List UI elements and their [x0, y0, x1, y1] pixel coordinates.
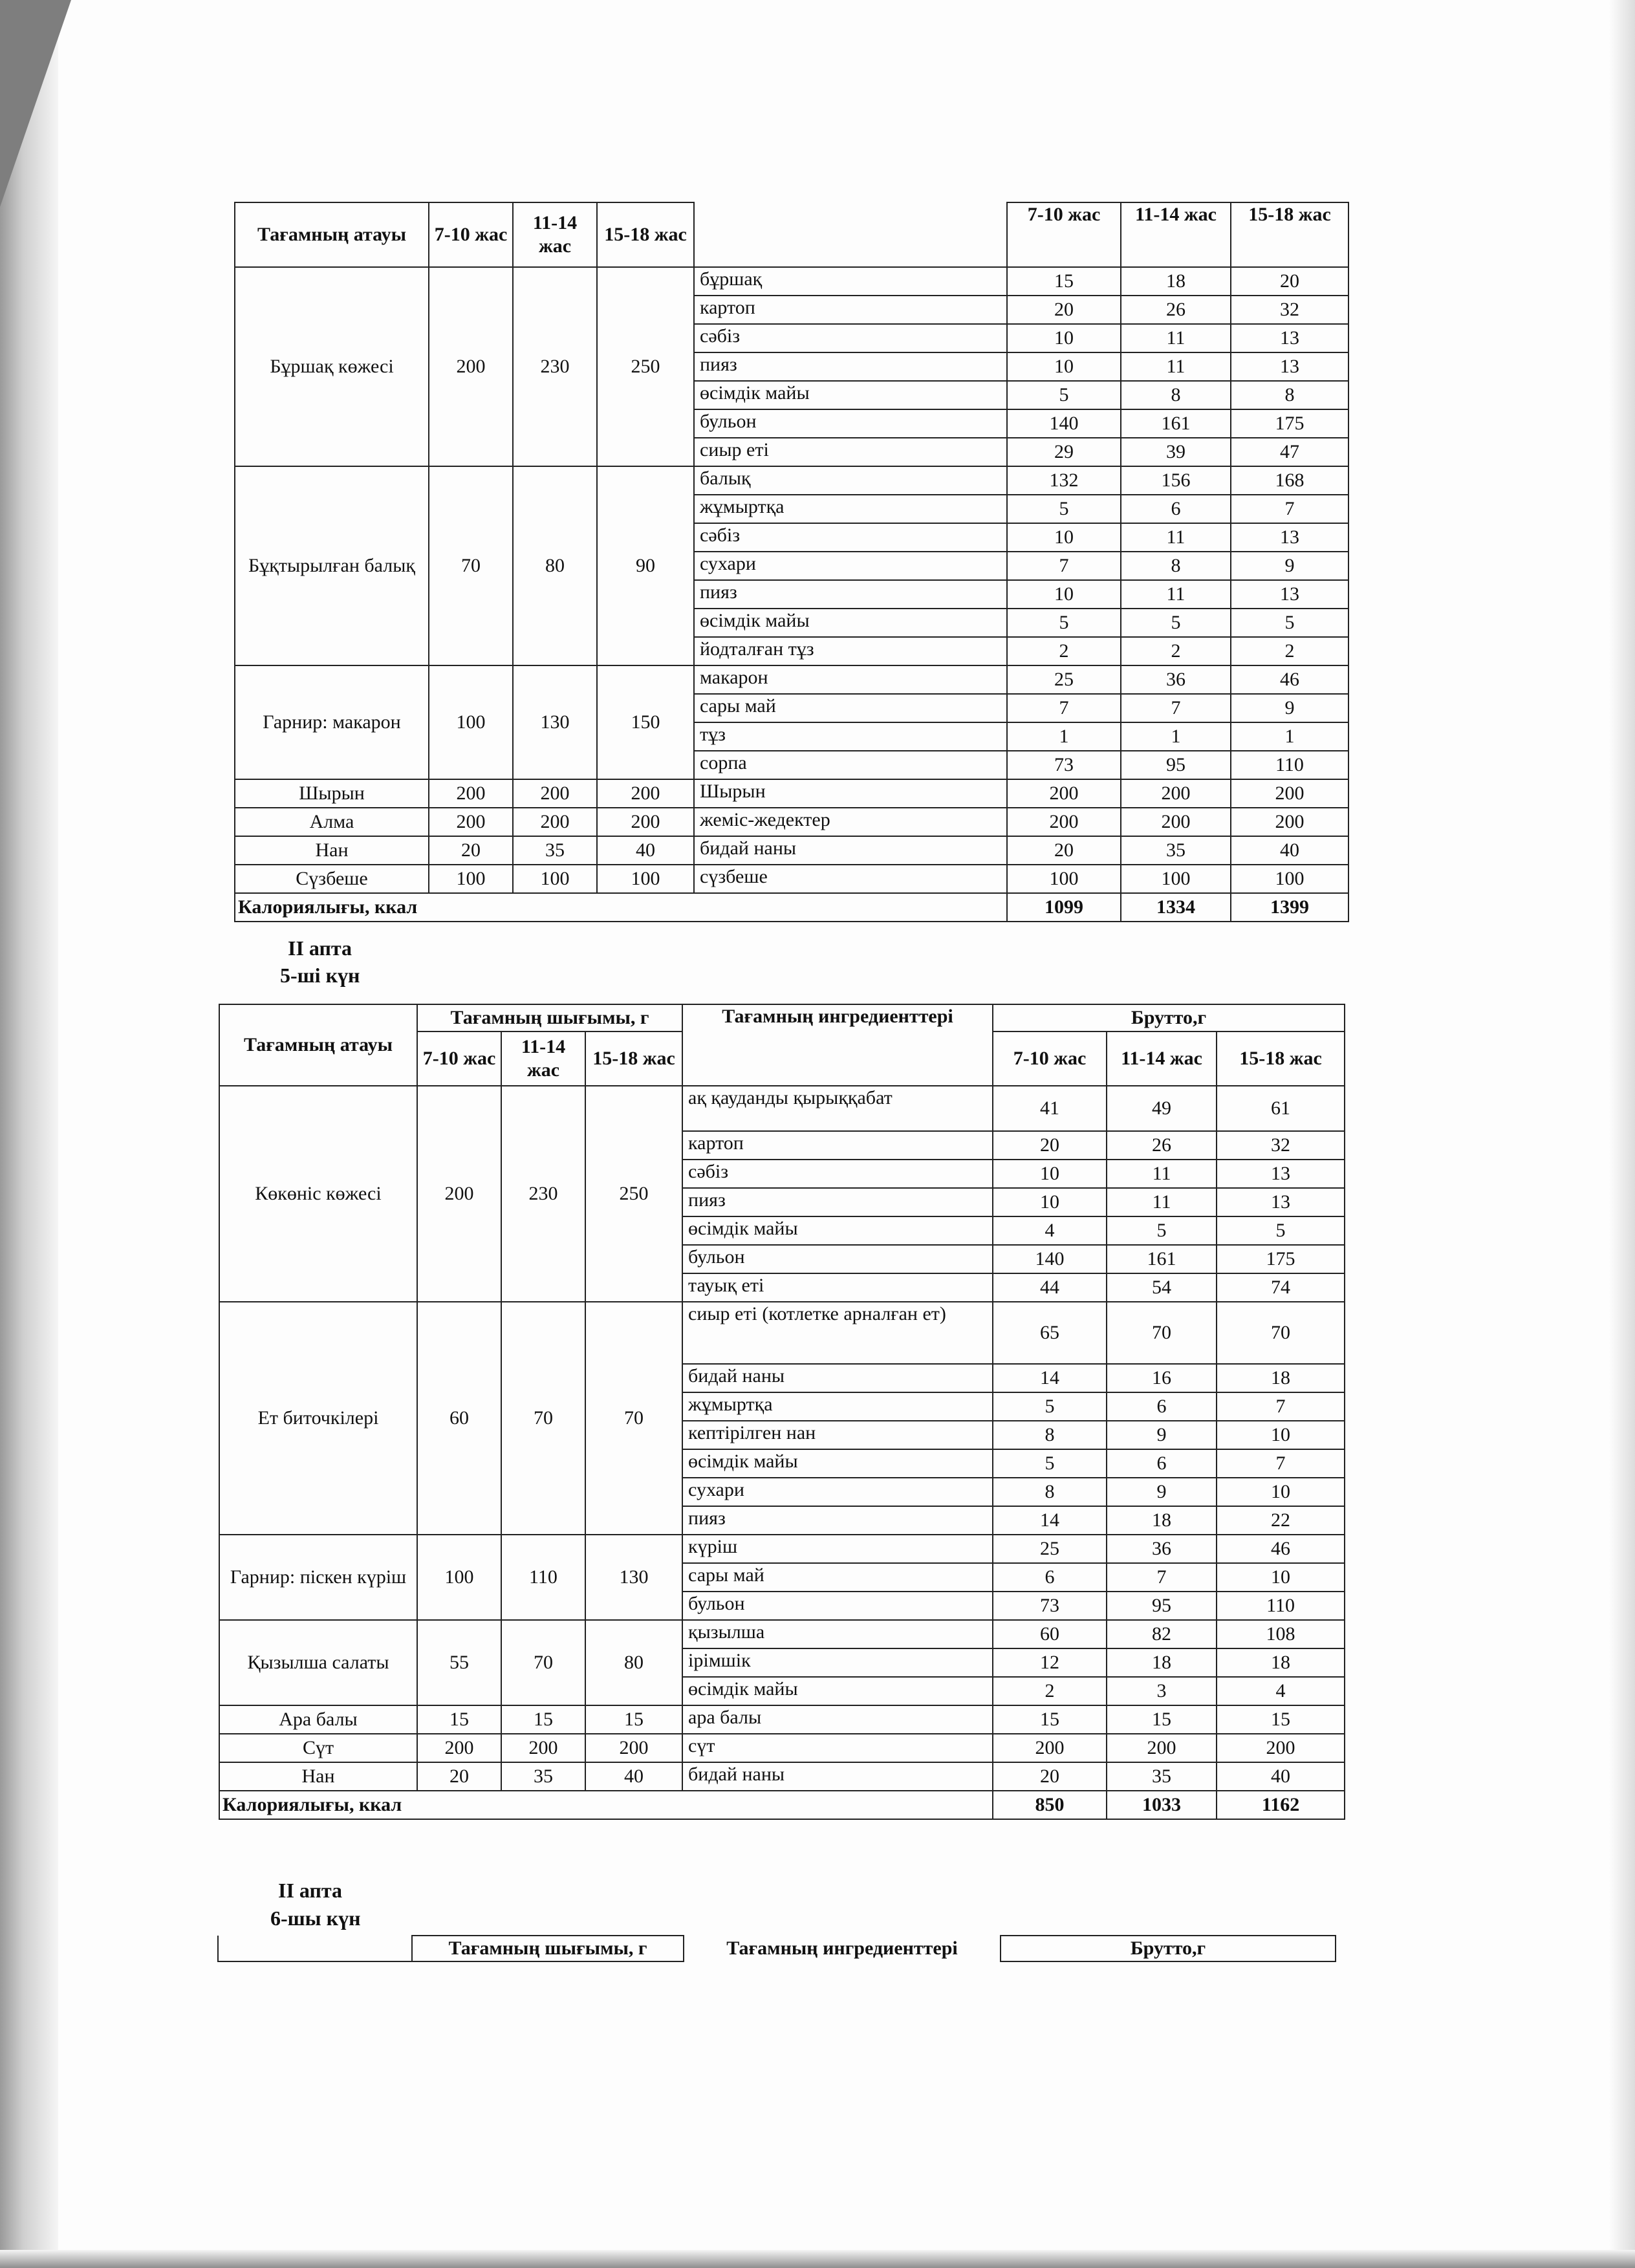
ingredient-name: өсімдік майы: [694, 609, 1007, 637]
ingredient-name: макарон: [694, 665, 1007, 694]
dish-output-11-14: 200: [513, 779, 597, 808]
dish-output-15-18: 100: [597, 865, 694, 893]
dish-output-15-18: 200: [597, 808, 694, 836]
brutto-11-14: 35: [1121, 836, 1231, 865]
ingredient-name: өсімдік майы: [682, 1677, 993, 1705]
brutto-15-18: 61: [1217, 1086, 1345, 1131]
dish-output-11-14: 35: [501, 1762, 585, 1791]
brutto-15-18: 47: [1231, 438, 1348, 466]
ingredient-name: бульон: [694, 409, 1007, 438]
brutto-7-10: 15: [1007, 267, 1121, 296]
dish-output-11-14: 130: [513, 665, 597, 779]
brutto-15-18: 40: [1231, 836, 1348, 865]
table-row: [219, 1762, 1345, 1791]
brutto-11-14: 6: [1107, 1392, 1217, 1421]
header-row: [219, 1004, 1345, 1031]
brutto-11-14: 7: [1107, 1563, 1217, 1592]
brutto-7-10: 10: [993, 1188, 1107, 1216]
total-7-10: 1099: [1007, 893, 1121, 922]
dish-name: Гарнир: макарон: [235, 665, 429, 779]
total-7-10: 850: [993, 1791, 1107, 1819]
brutto-11-14: 11: [1121, 324, 1231, 352]
brutto-11-14: 11: [1121, 352, 1231, 381]
brutto-header-7-10: 7-10 жас: [1007, 202, 1121, 267]
brutto-header-15-18: 15-18 жас: [1231, 202, 1348, 267]
dish-output-7-10: 100: [417, 1535, 501, 1620]
ingredient-name: картоп: [694, 296, 1007, 324]
brutto-7-10: 5: [993, 1449, 1107, 1478]
brutto-11-14: 26: [1107, 1131, 1217, 1160]
ingredient-name: бидай наны: [682, 1762, 993, 1791]
dish-output-15-18: 130: [585, 1535, 682, 1620]
brutto-11-14: 18: [1121, 267, 1231, 296]
brutto-15-18: 200: [1231, 808, 1348, 836]
brutto-7-10: 100: [1007, 865, 1121, 893]
brutto-7-10: 2: [993, 1677, 1107, 1705]
dish-output-15-18: 150: [597, 665, 694, 779]
brutto-header: Брутто,г: [993, 1004, 1345, 1031]
menu-table-day-5: [219, 1004, 1345, 1820]
ingredients-header: Тағамның ингредиенттері: [684, 1936, 1001, 1961]
dish-output-15-18: 90: [597, 466, 694, 665]
header-row: [235, 202, 1348, 267]
brutto-7-10: 60: [993, 1620, 1107, 1648]
output-header: Тағамның шығымы, г: [412, 1936, 684, 1961]
brutto-11-14: 7: [1121, 694, 1231, 722]
brutto-7-10: 5: [1007, 381, 1121, 409]
brutto-7-10: 8: [993, 1478, 1107, 1506]
brutto-11-14: 200: [1121, 808, 1231, 836]
name-header: Тағамның атауы: [219, 1004, 417, 1086]
brutto-15-18: 100: [1231, 865, 1348, 893]
brutto-15-18: 13: [1231, 580, 1348, 609]
menu-table-day-4: [234, 202, 1349, 922]
brutto-7-10: 20: [1007, 836, 1121, 865]
brutto-7-10: 15: [993, 1705, 1107, 1734]
brutto-7-10: 73: [1007, 751, 1121, 779]
brutto-11-14: 18: [1107, 1648, 1217, 1677]
brutto-15-18: 46: [1217, 1535, 1345, 1563]
brutto-7-10: 10: [1007, 523, 1121, 552]
ingredient-name: балық: [694, 466, 1007, 495]
brutto-15-18: 108: [1217, 1620, 1345, 1648]
brutto-15-18: 10: [1217, 1563, 1345, 1592]
ingredient-name: сәбіз: [694, 324, 1007, 352]
table-row: [235, 865, 1348, 893]
dish-output-7-10: 100: [429, 665, 513, 779]
dish-output-15-18: 40: [585, 1762, 682, 1791]
dish-output-11-14: 70: [501, 1302, 585, 1535]
age-7-10-header: 7-10 жас: [429, 202, 513, 267]
ingredient-name: сорпа: [694, 751, 1007, 779]
ingredient-name: пияз: [682, 1188, 993, 1216]
dish-name: Сүт: [219, 1734, 417, 1762]
brutto-11-14: 6: [1107, 1449, 1217, 1478]
dish-output-11-14: 100: [513, 865, 597, 893]
brutto-7-10: 14: [993, 1506, 1107, 1535]
ingredient-name: бульон: [682, 1592, 993, 1620]
brutto-7-10: 14: [993, 1364, 1107, 1392]
ingredient-name: пияз: [694, 352, 1007, 381]
dish-name: Көкөніс көжесі: [219, 1086, 417, 1302]
brutto-7-10: 8: [993, 1421, 1107, 1449]
ingredient-name: Шырын: [694, 779, 1007, 808]
age-15-18-header: 15-18 жас: [597, 202, 694, 267]
age-15-18-header: 15-18 жас: [585, 1031, 682, 1086]
ingredient-name: сәбіз: [694, 523, 1007, 552]
brutto-15-18: 110: [1231, 751, 1348, 779]
brutto-15-18: 32: [1231, 296, 1348, 324]
brutto-7-10: 10: [1007, 352, 1121, 381]
dish-output-11-14: 200: [513, 808, 597, 836]
dish-output-11-14: 35: [513, 836, 597, 865]
brutto-7-10: 200: [1007, 779, 1121, 808]
brutto-15-18: 4: [1217, 1677, 1345, 1705]
table-row: [235, 267, 1348, 296]
brutto-7-10: 140: [993, 1245, 1107, 1273]
ingredient-name: сиыр еті: [694, 438, 1007, 466]
week-label-2: II апта: [278, 1879, 343, 1902]
total-label: Калориялығы, ккал: [235, 893, 1007, 922]
brutto-7-10: 4: [993, 1216, 1107, 1245]
age-11-14-header: 11-14 жас: [501, 1031, 585, 1086]
brutto-7-10: 10: [1007, 324, 1121, 352]
dish-output-7-10: 60: [417, 1302, 501, 1535]
brutto-7-10: 5: [1007, 609, 1121, 637]
ingredient-name: сәбіз: [682, 1160, 993, 1188]
ingredient-name: қызылша: [682, 1620, 993, 1648]
dish-output-15-18: 200: [585, 1734, 682, 1762]
brutto-11-14: 39: [1121, 438, 1231, 466]
dish-name: Шырын: [235, 779, 429, 808]
brutto-11-14: 70: [1107, 1302, 1217, 1364]
dish-output-7-10: 200: [429, 267, 513, 466]
brutto-15-18: 20: [1231, 267, 1348, 296]
dish-name: Қызылша салаты: [219, 1620, 417, 1705]
dish-output-7-10: 70: [429, 466, 513, 665]
brutto-11-14: 3: [1107, 1677, 1217, 1705]
brutto-15-18: 18: [1217, 1648, 1345, 1677]
dish-output-7-10: 200: [429, 808, 513, 836]
brutto-7-10: 25: [993, 1535, 1107, 1563]
brutto-15-18: 15: [1217, 1705, 1345, 1734]
ingredient-name: пияз: [694, 580, 1007, 609]
brutto-11-14: 1: [1121, 722, 1231, 751]
brutto-15-18: 10: [1217, 1421, 1345, 1449]
brutto-15-18: 175: [1217, 1245, 1345, 1273]
brutto-11-14: 36: [1107, 1535, 1217, 1563]
brutto-15-18: 70: [1217, 1302, 1345, 1364]
brutto-7-10: 20: [993, 1131, 1107, 1160]
brutto-15-18: 10: [1217, 1478, 1345, 1506]
dish-name: Нан: [219, 1762, 417, 1791]
dish-output-15-18: 250: [585, 1086, 682, 1302]
brutto-11-14: 11: [1107, 1188, 1217, 1216]
ingredient-name: тұз: [694, 722, 1007, 751]
brutto-15-18: 9: [1231, 694, 1348, 722]
week-label: II апта: [288, 936, 352, 960]
brutto-header: Брутто,г: [1001, 1936, 1336, 1961]
brutto-15-18: 200: [1217, 1734, 1345, 1762]
ingredient-name: ара балы: [682, 1705, 993, 1734]
brutto-11-14: 5: [1121, 609, 1231, 637]
brutto-11-14: 16: [1107, 1364, 1217, 1392]
brutto-15-18: 1: [1231, 722, 1348, 751]
brutto-15-18: 5: [1217, 1216, 1345, 1245]
dish-output-11-14: 70: [501, 1620, 585, 1705]
dish-output-11-14: 230: [513, 267, 597, 466]
brutto-7-10: 20: [1007, 296, 1121, 324]
ingredient-name: бидай наны: [694, 836, 1007, 865]
ingredient-name: сары май: [694, 694, 1007, 722]
ingredient-name: өсімдік майы: [682, 1216, 993, 1245]
day-label-2: 6-шы күн: [270, 1906, 361, 1930]
ingredient-name: пияз: [682, 1506, 993, 1535]
brutto-7-10: 5: [993, 1392, 1107, 1421]
dish-output-7-10: 15: [417, 1705, 501, 1734]
brutto-11-14: 100: [1121, 865, 1231, 893]
total-15-18: 1399: [1231, 893, 1348, 922]
dish-output-7-10: 20: [417, 1762, 501, 1791]
dish-output-15-18: 70: [585, 1302, 682, 1535]
table-row: [219, 1734, 1345, 1762]
ingredient-name: сары май: [682, 1563, 993, 1592]
table-row: [219, 1620, 1345, 1648]
brutto-15-18: 32: [1217, 1131, 1345, 1160]
scan-shadow-corner: [0, 0, 71, 207]
scan-shadow-left: [0, 0, 58, 2268]
day-label: 5-ші күн: [280, 964, 360, 987]
ingredient-name: жеміс-жедектер: [694, 808, 1007, 836]
dish-output-15-18: 200: [597, 779, 694, 808]
brutto-7-10: 200: [993, 1734, 1107, 1762]
blank-cell: [218, 1936, 412, 1961]
brutto-11-14: 6: [1121, 495, 1231, 523]
ingredient-name: картоп: [682, 1131, 993, 1160]
brutto-11-14: 8: [1121, 552, 1231, 580]
ingredient-name: ірімшік: [682, 1648, 993, 1677]
brutto-11-14: 9: [1107, 1478, 1217, 1506]
brutto-11-14: 95: [1107, 1592, 1217, 1620]
brutto-7-10: 12: [993, 1648, 1107, 1677]
output-header: Тағамның шығымы, г: [417, 1004, 682, 1031]
brutto-7-10: 1: [1007, 722, 1121, 751]
brutto-11-14: 36: [1121, 665, 1231, 694]
dish-name: Бұқтырылған балық: [235, 466, 429, 665]
ingredient-name: күріш: [682, 1535, 993, 1563]
brutto-7-10: 29: [1007, 438, 1121, 466]
dish-name: Сүзбеше: [235, 865, 429, 893]
scan-shadow-bottom: [0, 2250, 1635, 2268]
ingredient-name: жұмыртқа: [682, 1392, 993, 1421]
ingredient-name: сүзбеше: [694, 865, 1007, 893]
brutto-7-10: 132: [1007, 466, 1121, 495]
total-15-18: 1162: [1217, 1791, 1345, 1819]
brutto-11-14: 49: [1107, 1086, 1217, 1131]
brutto-15-18: 74: [1217, 1273, 1345, 1302]
brutto-15-18: 7: [1231, 495, 1348, 523]
brutto-15-18: 200: [1231, 779, 1348, 808]
table-row: [219, 1302, 1345, 1364]
table-row: [235, 808, 1348, 836]
brutto-15-18: 40: [1217, 1762, 1345, 1791]
dish-output-11-14: 110: [501, 1535, 585, 1620]
dish-name: Алма: [235, 808, 429, 836]
brutto-11-14: 82: [1107, 1620, 1217, 1648]
total-row: [235, 893, 1348, 922]
brutto-11-14: 11: [1121, 580, 1231, 609]
brutto-7-10: 5: [1007, 495, 1121, 523]
brutto-7-10: 41: [993, 1086, 1107, 1131]
dish-output-7-10: 200: [417, 1086, 501, 1302]
ingredient-name: жұмыртқа: [694, 495, 1007, 523]
brutto-11-14: 35: [1107, 1762, 1217, 1791]
dish-output-11-14: 15: [501, 1705, 585, 1734]
brutto-11-14: 161: [1121, 409, 1231, 438]
brutto-15-18: 2: [1231, 637, 1348, 665]
ingredient-name: сиыр еті (котлетке арналған ет): [682, 1302, 993, 1364]
brutto-15-18: 5: [1231, 609, 1348, 637]
ingredient-name: сухари: [694, 552, 1007, 580]
ingredients-header: [694, 202, 1007, 267]
brutto-7-10: 140: [1007, 409, 1121, 438]
dish-output-15-18: 40: [597, 836, 694, 865]
total-11-14: 1033: [1107, 1791, 1217, 1819]
dish-name: Гарнир: піскен күріш: [219, 1535, 417, 1620]
dish-output-7-10: 100: [429, 865, 513, 893]
table-row: [219, 1535, 1345, 1563]
brutto-11-14: 18: [1107, 1506, 1217, 1535]
brutto-15-18: 175: [1231, 409, 1348, 438]
dish-output-7-10: 20: [429, 836, 513, 865]
table-row: [235, 836, 1348, 865]
brutto-15-18: 13: [1217, 1160, 1345, 1188]
age-7-10-header: 7-10 жас: [417, 1031, 501, 1086]
ingredient-name: тауық еті: [682, 1273, 993, 1302]
brutto-11-14: 26: [1121, 296, 1231, 324]
brutto-7-10: 44: [993, 1273, 1107, 1302]
brutto-11-14-header: 11-14 жас: [1107, 1031, 1217, 1086]
name-header: Тағамның атауы: [235, 202, 429, 267]
menu-table-day-6-header: [217, 1935, 1336, 1962]
ingredient-name: бульон: [682, 1245, 993, 1273]
brutto-15-18: 13: [1231, 523, 1348, 552]
brutto-15-18: 13: [1231, 352, 1348, 381]
brutto-15-18: 8: [1231, 381, 1348, 409]
brutto-15-18: 22: [1217, 1506, 1345, 1535]
brutto-11-14: 9: [1107, 1421, 1217, 1449]
dish-output-11-14: 230: [501, 1086, 585, 1302]
brutto-7-10: 7: [1007, 552, 1121, 580]
brutto-11-14: 8: [1121, 381, 1231, 409]
brutto-11-14: 161: [1107, 1245, 1217, 1273]
dish-output-15-18: 15: [585, 1705, 682, 1734]
ingredient-name: ақ қауданды қырыққабат: [682, 1086, 993, 1131]
ingredient-name: сухари: [682, 1478, 993, 1506]
dish-name: Ет биточкілері: [219, 1302, 417, 1535]
table-row: [219, 1086, 1345, 1131]
dish-output-11-14: 200: [501, 1734, 585, 1762]
dish-name: Ара балы: [219, 1705, 417, 1734]
brutto-11-14: 156: [1121, 466, 1231, 495]
ingredient-name: бидай наны: [682, 1364, 993, 1392]
brutto-header-11-14: 11-14 жас: [1121, 202, 1231, 267]
dish-output-7-10: 200: [429, 779, 513, 808]
brutto-7-10: 65: [993, 1302, 1107, 1364]
table-row: [235, 779, 1348, 808]
brutto-11-14: 200: [1121, 779, 1231, 808]
scan-shadow-right: [1609, 0, 1635, 2268]
ingredient-name: өсімдік майы: [682, 1449, 993, 1478]
ingredient-name: сүт: [682, 1734, 993, 1762]
brutto-15-18: 13: [1231, 324, 1348, 352]
dish-name: Нан: [235, 836, 429, 865]
total-label: Калориялығы, ккал: [219, 1791, 993, 1819]
dish-output-11-14: 80: [513, 466, 597, 665]
brutto-15-18: 18: [1217, 1364, 1345, 1392]
dish-name: Бұршақ көжесі: [235, 267, 429, 466]
table-row: [235, 466, 1348, 495]
brutto-15-18: 168: [1231, 466, 1348, 495]
brutto-7-10: 20: [993, 1762, 1107, 1791]
brutto-15-18: 46: [1231, 665, 1348, 694]
brutto-7-10-header: 7-10 жас: [993, 1031, 1107, 1086]
brutto-11-14: 11: [1121, 523, 1231, 552]
dish-output-15-18: 80: [585, 1620, 682, 1705]
age-11-14-header: 11-14 жас: [513, 202, 597, 267]
table-row: [235, 665, 1348, 694]
brutto-11-14: 54: [1107, 1273, 1217, 1302]
brutto-15-18: 110: [1217, 1592, 1345, 1620]
ingredient-name: бұршақ: [694, 267, 1007, 296]
brutto-7-10: 200: [1007, 808, 1121, 836]
ingredient-name: кептірілген нан: [682, 1421, 993, 1449]
total-row: [219, 1791, 1345, 1819]
ingredient-name: өсімдік майы: [694, 381, 1007, 409]
ingredient-name: йодталған тұз: [694, 637, 1007, 665]
dish-output-7-10: 55: [417, 1620, 501, 1705]
brutto-15-18: 7: [1217, 1392, 1345, 1421]
brutto-11-14: 15: [1107, 1705, 1217, 1734]
brutto-7-10: 6: [993, 1563, 1107, 1592]
brutto-15-18: 13: [1217, 1188, 1345, 1216]
brutto-15-18-header: 15-18 жас: [1217, 1031, 1345, 1086]
brutto-11-14: 5: [1107, 1216, 1217, 1245]
brutto-7-10: 2: [1007, 637, 1121, 665]
dish-output-7-10: 200: [417, 1734, 501, 1762]
brutto-7-10: 7: [1007, 694, 1121, 722]
ingredients-header: Тағамның ингредиенттері: [682, 1004, 993, 1086]
dish-output-15-18: 250: [597, 267, 694, 466]
brutto-7-10: 10: [993, 1160, 1107, 1188]
brutto-11-14: 11: [1107, 1160, 1217, 1188]
brutto-11-14: 95: [1121, 751, 1231, 779]
brutto-15-18: 9: [1231, 552, 1348, 580]
table-row: [219, 1705, 1345, 1734]
brutto-7-10: 25: [1007, 665, 1121, 694]
brutto-11-14: 2: [1121, 637, 1231, 665]
brutto-7-10: 73: [993, 1592, 1107, 1620]
brutto-11-14: 200: [1107, 1734, 1217, 1762]
brutto-7-10: 10: [1007, 580, 1121, 609]
brutto-15-18: 7: [1217, 1449, 1345, 1478]
total-11-14: 1334: [1121, 893, 1231, 922]
